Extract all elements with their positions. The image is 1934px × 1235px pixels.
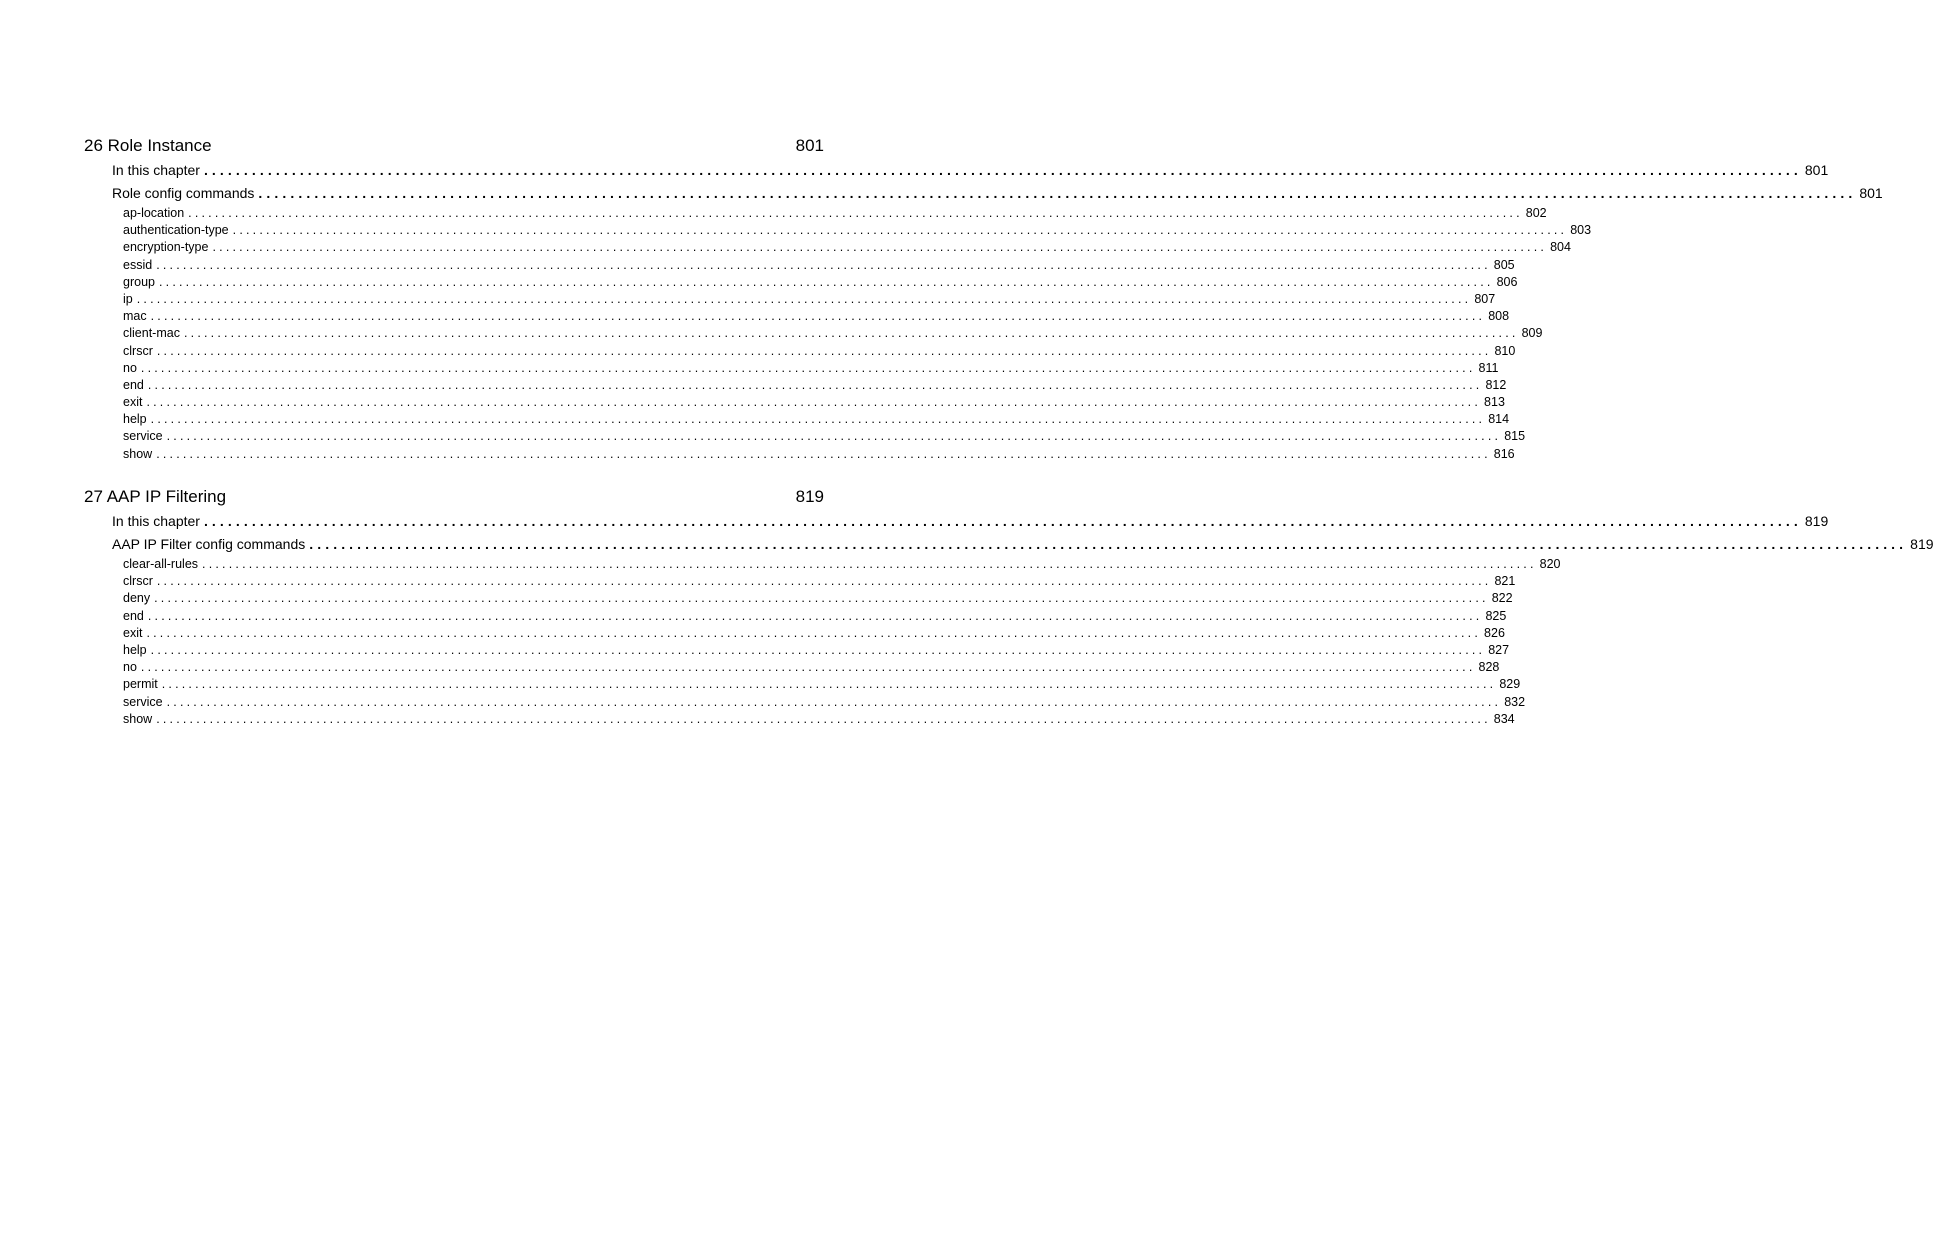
entry-label: service	[123, 694, 167, 711]
dot-leader: ........................................................................................................................................................................................................	[150, 412, 1486, 427]
entry-page: 810	[1491, 343, 1515, 360]
toc-entry[interactable]	[123, 343, 1516, 360]
dot-leader: ........................................................................................................................................................................................................	[156, 574, 1492, 589]
toc-entry[interactable]	[123, 205, 1547, 222]
entry-label: no	[123, 360, 141, 377]
dot-leader: ........................................................................................................................................................................................................	[156, 446, 1491, 461]
entry-label: ip	[123, 291, 137, 308]
dot-leader: ........................................................................................................................................................................................................	[150, 309, 1486, 324]
entry-label: exit	[123, 625, 146, 642]
chapter-page: 801	[795, 136, 824, 155]
chapter-title: 27 AAP IP Filtering	[84, 487, 227, 506]
toc-entry[interactable]	[123, 446, 1515, 463]
dot-leader: ........................................................................................................................................................................................................	[156, 343, 1492, 358]
toc-entry[interactable]	[123, 573, 1516, 590]
entry-page: 826	[1481, 625, 1505, 642]
entry-label: group	[123, 274, 159, 291]
entry-list	[84, 205, 1592, 463]
toc-section[interactable]	[112, 533, 1934, 556]
entry-label: essid	[123, 257, 156, 274]
dot-leader: ........................................................................................................................................................................................................	[158, 274, 1494, 289]
section-page: 801	[1802, 159, 1828, 182]
entry-label: end	[123, 608, 148, 625]
toc-entry[interactable]	[123, 642, 1510, 659]
dot-leader: ........................................................................................................................................................................................................	[147, 377, 1483, 392]
dot-leader: ........................................................................................................................................................................................................	[188, 206, 1523, 220]
chapter-heading[interactable]	[84, 135, 824, 157]
dot-leader: ........................................................................................................................................................................................................	[146, 395, 1482, 410]
entry-label: mac	[123, 308, 151, 325]
entry-label: end	[123, 377, 148, 394]
entry-page: 805	[1491, 257, 1515, 274]
toc-section[interactable]	[112, 510, 1829, 533]
chapter-26	[84, 135, 1883, 463]
entry-label: permit	[123, 676, 162, 693]
entry-page: 808	[1485, 308, 1509, 325]
toc-entry[interactable]	[123, 411, 1510, 428]
toc-entry[interactable]	[123, 625, 1505, 642]
dot-leader: ........................................................................................................................................................................................................	[156, 711, 1491, 726]
dot-leader: ........................................................................................................................................................................................................	[183, 326, 1519, 341]
entry-page: 811	[1476, 360, 1499, 377]
entry-page: 828	[1476, 659, 1500, 676]
dot-leader: ........................................................................................................................................................................................................	[203, 513, 1802, 529]
chapter-title: 26 Role Instance	[84, 136, 212, 155]
entry-page: 820	[1537, 556, 1561, 573]
entry-label: no	[123, 659, 141, 676]
entry-list	[84, 556, 1561, 728]
entry-page: 802	[1523, 205, 1547, 222]
toc-entry[interactable]	[123, 608, 1507, 625]
toc-entry[interactable]	[123, 239, 1571, 256]
toc-entry[interactable]	[123, 556, 1561, 573]
dot-leader: ........................................................................................................................................................................................................	[150, 642, 1486, 657]
entry-page: 815	[1501, 428, 1525, 445]
section-page: 801	[1856, 182, 1882, 205]
entry-page: 834	[1491, 711, 1515, 728]
entry-label: help	[123, 642, 151, 659]
entry-page: 813	[1481, 394, 1505, 411]
entry-label: help	[123, 411, 151, 428]
entry-label: ap-location	[123, 205, 188, 222]
toc-entry[interactable]	[123, 360, 1499, 377]
entry-label: show	[123, 446, 156, 463]
toc-entry[interactable]	[123, 676, 1521, 693]
chapter-page: 819	[795, 487, 824, 506]
section-label: In this chapter	[112, 510, 204, 533]
toc-entry[interactable]	[123, 428, 1526, 445]
dot-leader: ........................................................................................................................................................................................................	[154, 591, 1489, 606]
entry-page: 806	[1494, 274, 1518, 291]
entry-page: 804	[1547, 239, 1571, 256]
toc-entry[interactable]	[123, 291, 1496, 308]
dot-leader: ........................................................................................................................................................................................................	[212, 240, 1548, 255]
entry-label: client-mac	[123, 325, 184, 342]
chapter-27	[84, 486, 1934, 728]
section-page: 819	[1802, 510, 1828, 533]
entry-label: deny	[123, 590, 154, 607]
entry-page: 809	[1519, 325, 1543, 342]
entry-label: clear-all-rules	[123, 556, 202, 573]
dot-leader: ........................................................................................................................................................................................................	[166, 429, 1502, 444]
toc-entry[interactable]	[123, 694, 1526, 711]
entry-page: 821	[1491, 573, 1515, 590]
toc-entry[interactable]	[123, 711, 1515, 728]
toc-entry[interactable]	[123, 308, 1510, 325]
toc-entry[interactable]	[123, 257, 1515, 274]
dot-leader: ........................................................................................................................................................................................................	[146, 625, 1482, 640]
toc-section[interactable]	[112, 182, 1883, 205]
chapter-heading[interactable]	[84, 486, 824, 508]
entry-page: 807	[1471, 291, 1495, 308]
dot-leader: ........................................................................................................................................................................................................	[147, 608, 1483, 623]
entry-label: show	[123, 711, 156, 728]
entry-page: 814	[1485, 411, 1509, 428]
entry-label: authentication-type	[123, 222, 233, 239]
toc-entry[interactable]	[123, 377, 1507, 394]
dot-leader: ........................................................................................................................................................................................................	[161, 677, 1497, 692]
entry-label: clrscr	[123, 573, 157, 590]
toc-entry[interactable]	[123, 590, 1513, 607]
toc-entry[interactable]	[123, 394, 1505, 411]
entry-page: 803	[1567, 222, 1591, 239]
entry-page: 822	[1489, 590, 1513, 607]
toc-entry[interactable]	[123, 325, 1543, 342]
entry-page: 825	[1482, 608, 1506, 625]
dot-leader: ........................................................................................................................................................................................................	[156, 257, 1491, 272]
entry-label: exit	[123, 394, 146, 411]
toc-entry[interactable]	[123, 222, 1592, 239]
toc-entry[interactable]	[123, 659, 1500, 676]
entry-page: 832	[1501, 694, 1525, 711]
entry-page: 829	[1496, 676, 1520, 693]
dot-leader: ........................................................................................................................................................................................................	[136, 291, 1472, 306]
toc-entry[interactable]	[123, 274, 1518, 291]
entry-label: service	[123, 428, 167, 445]
section-page: 819	[1907, 533, 1933, 556]
dot-leader: ........................................................................................................................................................................................................	[166, 694, 1502, 709]
dot-leader: ........................................................................................................................................................................................................	[309, 536, 1908, 552]
dot-leader: ........................................................................................................................................................................................................	[258, 185, 1857, 201]
dot-leader: ........................................................................................................................................................................................................	[203, 162, 1802, 178]
entry-label: encryption-type	[123, 239, 212, 256]
section-label: AAP IP Filter config commands	[112, 533, 309, 556]
entry-page: 827	[1485, 642, 1509, 659]
section-label: Role config commands	[112, 182, 258, 205]
entry-page: 816	[1491, 446, 1515, 463]
dot-leader: ........................................................................................................................................................................................................	[140, 360, 1476, 375]
toc-section[interactable]	[112, 159, 1829, 182]
dot-leader: ........................................................................................................................................................................................................	[140, 660, 1476, 675]
section-label: In this chapter	[112, 159, 204, 182]
entry-page: 812	[1482, 377, 1506, 394]
entry-label: clrscr	[123, 343, 157, 360]
dot-leader: ........................................................................................................................................................................................................	[232, 223, 1568, 238]
dot-leader: ........................................................................................................................................................................................................	[202, 557, 1537, 571]
